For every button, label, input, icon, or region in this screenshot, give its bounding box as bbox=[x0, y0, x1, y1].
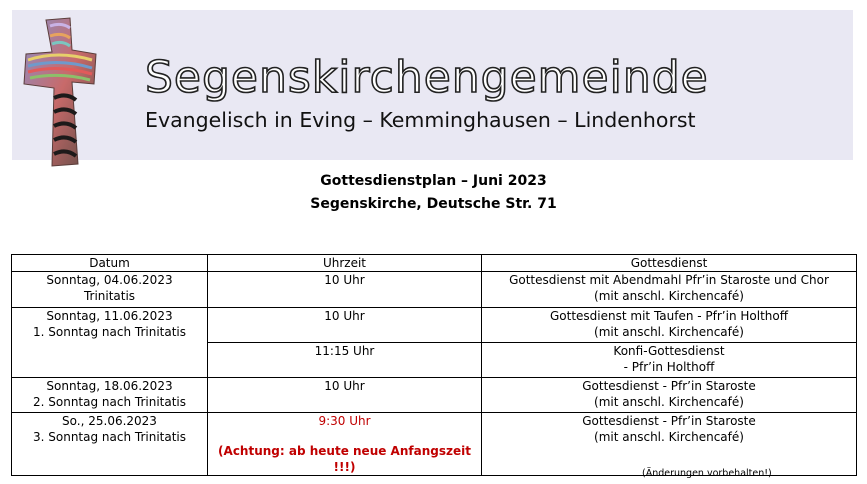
date-cell bbox=[12, 272, 208, 308]
service-cell bbox=[482, 308, 857, 343]
service-note: (mit anschl. Kirchencafé) bbox=[594, 395, 744, 409]
time-cell bbox=[208, 413, 482, 476]
column-header-time: Uhrzeit bbox=[208, 255, 482, 272]
plan-title: Gottesdienstplan – Juni 2023 bbox=[320, 173, 547, 189]
date-text: So., 25.06.2023 bbox=[62, 414, 157, 428]
service-text: Gottesdienst mit Taufen - Pfr’in Holthoff bbox=[550, 309, 788, 323]
sunday-name: 3. Sonntag nach Trinitatis bbox=[32, 430, 187, 444]
header-banner bbox=[12, 10, 853, 160]
table-row bbox=[12, 272, 857, 308]
date-text: Sonntag, 04.06.2023 bbox=[46, 273, 173, 287]
service-text: Gottesdienst mit Abendmahl Pfr’in Staroste und Chor bbox=[509, 273, 829, 287]
time-text: 9:30 Uhr bbox=[318, 414, 371, 428]
sunday-name: 2. Sonntag nach Trinitatis bbox=[32, 395, 187, 409]
service-cell bbox=[482, 343, 857, 378]
table-row bbox=[12, 308, 857, 343]
footnote: (Änderungen vorbehalten!) bbox=[642, 468, 772, 479]
service-cell bbox=[482, 378, 857, 413]
time-text: 10 Uhr bbox=[324, 273, 365, 287]
service-note: (mit anschl. Kirchencafé) bbox=[594, 325, 744, 339]
time-cell bbox=[208, 343, 482, 378]
time-text: 11:15 Uhr bbox=[314, 344, 375, 358]
time-text: 10 Uhr bbox=[324, 379, 365, 393]
service-cell bbox=[482, 413, 857, 476]
table-row bbox=[12, 378, 857, 413]
parish-subtitle: Evangelisch in Eving – Kemminghausen – Lindenhorst bbox=[145, 108, 696, 132]
column-header-service: Gottesdienst bbox=[482, 255, 857, 272]
date-cell bbox=[12, 413, 208, 476]
date-cell bbox=[12, 378, 208, 413]
service-note: - Pfr’in Holthoff bbox=[623, 360, 715, 374]
cross-logo-icon bbox=[18, 14, 100, 169]
date-cell bbox=[12, 308, 208, 378]
sunday-name: 1. Sonntag nach Trinitatis bbox=[32, 325, 187, 339]
service-cell bbox=[482, 272, 857, 308]
date-text: Sonntag, 18.06.2023 bbox=[46, 379, 173, 393]
time-text: 10 Uhr bbox=[324, 309, 365, 323]
service-text: Gottesdienst - Pfr’in Staroste bbox=[582, 414, 756, 428]
table-row bbox=[12, 413, 857, 476]
start-time-warning: (Achtung: ab heute neue Anfangszeit !!!) bbox=[218, 444, 471, 474]
sunday-name: Trinitatis bbox=[83, 289, 136, 303]
service-text: Konfi-Gottesdienst bbox=[613, 344, 725, 358]
service-note: (mit anschl. Kirchencafé) bbox=[594, 430, 744, 444]
date-text: Sonntag, 11.06.2023 bbox=[46, 309, 173, 323]
time-cell bbox=[208, 378, 482, 413]
time-cell bbox=[208, 308, 482, 343]
table-header-row bbox=[12, 255, 857, 272]
column-header-date: Datum bbox=[12, 255, 208, 272]
service-text: Gottesdienst - Pfr’in Staroste bbox=[582, 379, 756, 393]
service-note: (mit anschl. Kirchencafé) bbox=[594, 289, 744, 303]
parish-name: Segenskirchengemeinde bbox=[145, 52, 709, 103]
time-cell bbox=[208, 272, 482, 308]
plan-location: Segenskirche, Deutsche Str. 71 bbox=[310, 196, 557, 212]
service-schedule-table bbox=[11, 254, 857, 476]
